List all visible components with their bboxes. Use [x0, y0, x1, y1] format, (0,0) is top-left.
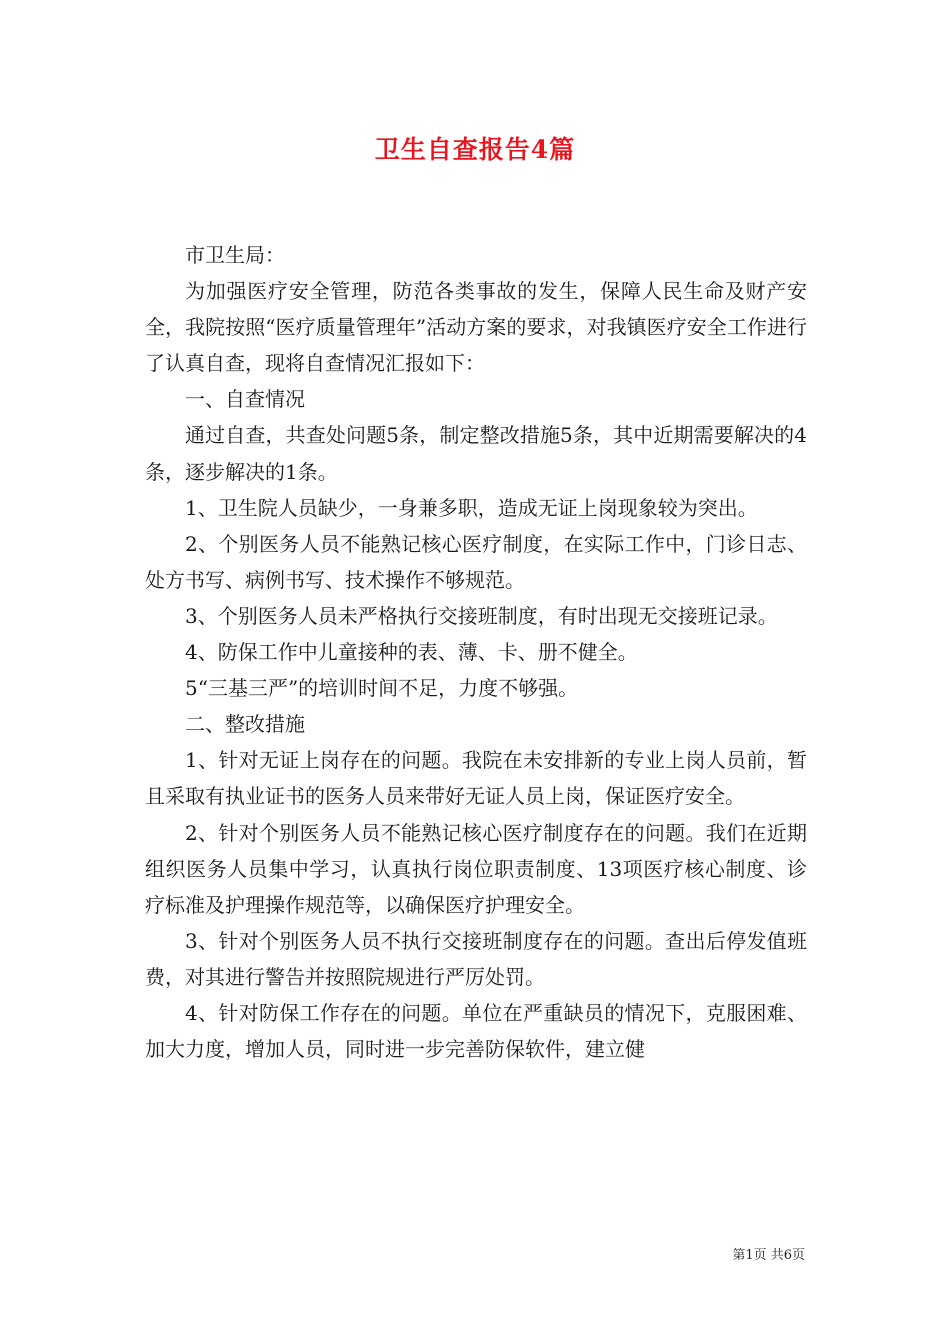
measure-item: 3、针对个别医务人员不执行交接班制度存在的问题。查出后停发值班费，对其进行警告并按照院规进行严厉处罚。: [145, 928, 807, 989]
measure-item: 1、针对无证上岗存在的问题。我院在未安排新的专业上岗人员前，暂且采取有执业证书的医务人员来带好无证人员上岗，保证医疗安全。: [145, 748, 807, 809]
paragraph-intro: 为加强医疗安全管理，防范各类事故的发生，保障人民生命及财产安全，我院按照“医疗质量管理年”活动方案的要求，对我镇医疗安全工作进行了认真自查，现将自查情况汇报如下：: [145, 279, 807, 376]
section-heading-self-check: 一、自查情况: [185, 387, 305, 412]
measure-item: 4、针对防保工作存在的问题。单位在严重缺员的情况下，克服困难、加大力度，增加人员，同时进一步完善防保软件，建立健: [145, 1000, 807, 1062]
paragraph-salutation: 市卫生局：: [185, 243, 285, 267]
issue-item: 1、卫生院人员缺少，一身兼多职，造成无证上岗现象较为突出。: [185, 495, 758, 520]
page-number: 第1页 共6页: [732, 1248, 805, 1263]
issue-item: 2、个别医务人员不能熟记核心医疗制度，在实际工作中，门诊日志、处方书写、病例书写、技术操作不够规范。: [145, 531, 807, 592]
issue-item: 5“三基三严”的培训时间不足，力度不够强。: [185, 676, 579, 701]
measure-item: 2、针对个别医务人员不能熟记核心医疗制度存在的问题。我们在近期组织医务人员集中学习，认真执行岗位职责制度、13项医疗核心制度、诊疗标准及护理操作规范等，以确保医疗护理安全。: [145, 820, 807, 917]
issue-item: 4、防保工作中儿童接种的表、薄、卡、册不健全。: [185, 640, 638, 665]
issue-item: 3、个别医务人员未严格执行交接班制度，有时出现无交接班记录。: [185, 603, 778, 628]
section-heading-measures: 二、整改措施: [185, 712, 305, 737]
paragraph-summary: 通过自查，共查处问题5条，制定整改措施5条，其中近期需要解决的4条，逐步解决的1条。: [145, 423, 807, 484]
document-title: 卫生自查报告4篇: [374, 135, 576, 164]
document-body: [145, 237, 807, 1067]
